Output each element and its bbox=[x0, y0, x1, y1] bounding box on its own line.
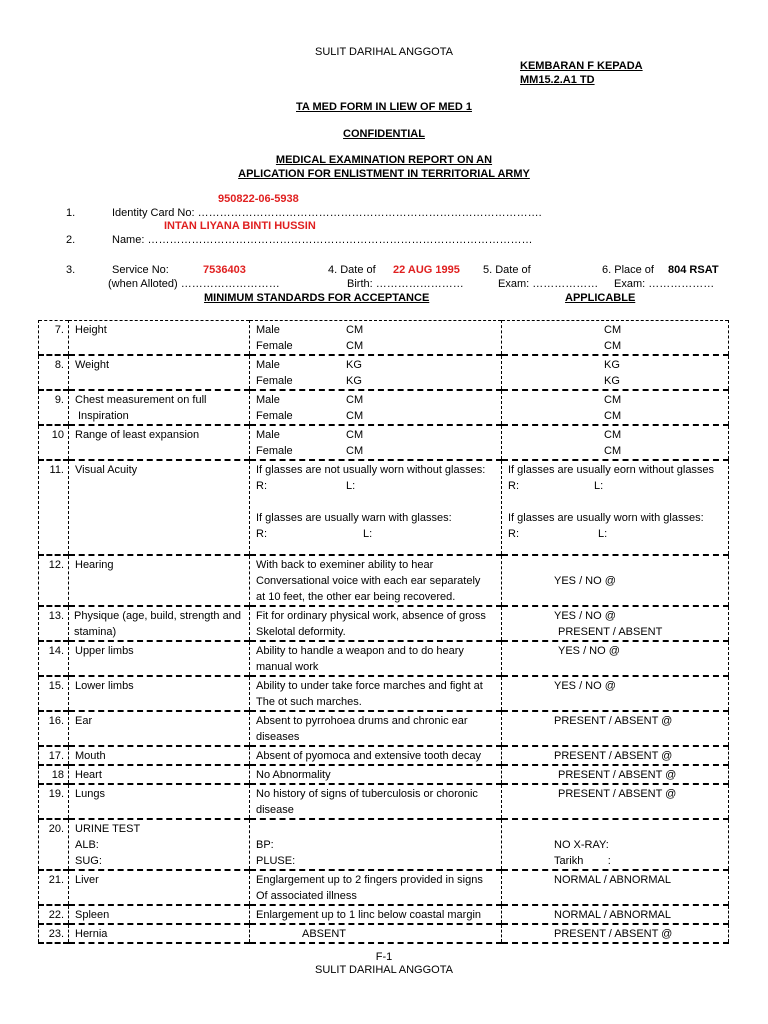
examination-table bbox=[38, 320, 729, 944]
applicable-cell[interactable] bbox=[502, 870, 729, 905]
applicable-value: NORMAL / ABNORMAL bbox=[554, 874, 671, 886]
place-label: 6. Place of bbox=[602, 264, 654, 276]
male-label: Male bbox=[256, 429, 280, 441]
applicable-value: PRESENT / ABSENT @ bbox=[554, 715, 673, 727]
unit-label: CM bbox=[346, 410, 364, 422]
item-label-line: stamina) bbox=[74, 626, 117, 638]
standard-cell bbox=[250, 606, 502, 641]
standard-text: If glasses are not usually worn without glasses: bbox=[256, 464, 486, 476]
applicable-cell[interactable] bbox=[502, 606, 729, 641]
copy-to-line-2: MM15.2.A1 TD bbox=[520, 74, 595, 86]
standard-cell: Absent of pyomoca and extensive tooth decay bbox=[250, 746, 502, 765]
row-number: 13. bbox=[39, 606, 69, 641]
applicable-cell[interactable] bbox=[502, 355, 729, 390]
dob-sub: Birth: …………………… bbox=[347, 278, 464, 290]
right-eye-label: R: bbox=[256, 480, 267, 492]
item-label-line: SUG: bbox=[75, 855, 102, 867]
table-row bbox=[39, 555, 729, 606]
item-label: Ear bbox=[69, 711, 250, 746]
row-number: 12. bbox=[39, 555, 69, 606]
row-number: 10 bbox=[39, 425, 69, 460]
unit-label: CM bbox=[346, 429, 364, 441]
standard-text: If glasses are usually warn with glasses: bbox=[256, 512, 452, 524]
standard-text: Englargement up to 2 fingers provided in signs bbox=[256, 874, 483, 886]
item-label: Hearing bbox=[69, 555, 250, 606]
item-label-line: Physique (age, build, strength and bbox=[74, 610, 241, 622]
standard-cell bbox=[250, 711, 502, 746]
dob-value[interactable]: 22 AUG 1995 bbox=[393, 264, 460, 276]
standard-text: Absent to pyrrohoea drums and chronic ear bbox=[256, 715, 468, 727]
standard-cell bbox=[250, 784, 502, 819]
standard-cell: No Abnormality bbox=[250, 765, 502, 784]
standard-cell bbox=[250, 870, 502, 905]
report-title-2: APLICATION FOR ENLISTMENT IN TERRITORIAL ARMY bbox=[238, 168, 530, 180]
standard-text: Ability to handle a weapon and to do heary bbox=[256, 645, 464, 657]
standard-text: Fit for ordinary physical work, absence of gross bbox=[256, 610, 486, 622]
item-label: Upper limbs bbox=[69, 641, 250, 676]
applicable-value: CM bbox=[604, 394, 622, 406]
left-eye-label: L: bbox=[594, 480, 604, 492]
table-row bbox=[39, 355, 729, 390]
standard-text: Of associated illness bbox=[256, 890, 357, 902]
table-row bbox=[39, 784, 729, 819]
name-label: Name: …………………………………………………………………………………………… bbox=[112, 234, 533, 246]
applicable-value: CM bbox=[604, 340, 622, 352]
standard-cell bbox=[250, 676, 502, 711]
confidential-label: CONFIDENTIAL bbox=[343, 128, 425, 140]
page-number: F-1 bbox=[375, 951, 393, 963]
applicable-cell[interactable] bbox=[502, 711, 729, 746]
item-label: Height bbox=[69, 321, 250, 356]
applicable-value: YES / NO @ bbox=[554, 610, 616, 622]
classification-top: SULIT DARIHAL ANGGOTA bbox=[315, 46, 453, 58]
applicable-text: If glasses are usually worn with glasses: bbox=[508, 512, 704, 524]
male-label: Male bbox=[256, 359, 280, 371]
classification-bottom: SULIT DARIHAL ANGGOTA bbox=[315, 964, 453, 976]
row-number: 7. bbox=[39, 321, 69, 356]
service-num: 3. bbox=[66, 264, 76, 276]
applicable-value: PRESENT / ABSENT @ bbox=[558, 788, 677, 800]
table-row bbox=[39, 924, 729, 943]
row-number: 21. bbox=[39, 870, 69, 905]
exam-date-sub: Exam: ……………… bbox=[498, 278, 599, 290]
xray-label: NO X-RAY: bbox=[554, 839, 609, 851]
item-label: Range of least expansion bbox=[69, 425, 250, 460]
item-label: Visual Acuity bbox=[69, 460, 250, 555]
female-label: Female bbox=[256, 340, 293, 352]
table-row bbox=[39, 390, 729, 425]
service-label: Service No: bbox=[112, 264, 169, 276]
left-eye-label: L: bbox=[346, 480, 356, 492]
male-label: Male bbox=[256, 324, 280, 336]
applicable-cell[interactable] bbox=[502, 321, 729, 356]
standard-text: diseases bbox=[256, 731, 300, 743]
table-row bbox=[39, 425, 729, 460]
standard-cell bbox=[250, 425, 502, 460]
copy-to-line-1: KEMBARAN F KEPADA bbox=[520, 60, 643, 72]
pulse-label: PLUSE: bbox=[256, 855, 296, 867]
applicable-value: PRESENT / ABSENT @ bbox=[554, 750, 673, 762]
applicable-value: YES / NO @ bbox=[554, 680, 616, 692]
standard-text: No history of signs of tuberculosis or choronic bbox=[256, 788, 478, 800]
standard-text: disease bbox=[256, 804, 294, 816]
table-row bbox=[39, 819, 729, 870]
form-title: TA MED FORM IN LIEW OF MED 1 bbox=[296, 101, 472, 113]
row-number: 23. bbox=[39, 924, 69, 943]
left-eye-label: L: bbox=[363, 528, 373, 540]
place-value[interactable]: 804 RSAT bbox=[668, 264, 719, 276]
bp-label: BP: bbox=[256, 839, 274, 851]
applicable-value: CM bbox=[604, 324, 622, 336]
item-label bbox=[69, 390, 250, 425]
left-eye-label: L: bbox=[598, 528, 608, 540]
identity-card-value[interactable]: 950822-06-5938 bbox=[218, 193, 299, 205]
item-label-line: ALB: bbox=[75, 839, 99, 851]
unit-label: KG bbox=[346, 359, 362, 371]
standard-cell bbox=[250, 460, 502, 555]
table-row bbox=[39, 676, 729, 711]
applicable-cell[interactable] bbox=[502, 765, 729, 784]
standards-heading: MINIMUM STANDARDS FOR ACCEPTANCE bbox=[204, 292, 430, 304]
unit-label: KG bbox=[346, 375, 362, 387]
standard-text: manual work bbox=[256, 661, 319, 673]
row-number: 11. bbox=[39, 460, 69, 555]
right-eye-label: R: bbox=[256, 528, 267, 540]
row-number: 22. bbox=[39, 905, 69, 924]
applicable-cell[interactable] bbox=[502, 460, 729, 555]
exam-date-label: 5. Date of bbox=[483, 264, 531, 276]
service-sub: (when Alloted) ……………………… bbox=[108, 278, 280, 290]
standard-cell bbox=[250, 555, 502, 606]
applicable-value: CM bbox=[604, 445, 622, 457]
applicable-cell[interactable] bbox=[502, 746, 729, 765]
service-value[interactable]: 7536403 bbox=[203, 264, 246, 276]
table-row bbox=[39, 460, 729, 555]
standard-cell bbox=[250, 924, 502, 943]
place-sub: Exam: ……………… bbox=[614, 278, 715, 290]
applicable-value: PRESENT / ABSENT @ bbox=[554, 928, 673, 940]
dob-label: 4. Date of bbox=[328, 264, 376, 276]
row-number: 16. bbox=[39, 711, 69, 746]
applicable-value: PRESENT / ABSENT @ bbox=[558, 769, 677, 781]
applicable-text: If glasses are usually eorn without glasses bbox=[508, 464, 715, 476]
identity-card-label: Identity Card No: …………………………………………………………………………………. bbox=[112, 207, 542, 219]
standard-text: Ability to under take force marches and fight at bbox=[256, 680, 483, 692]
table-row bbox=[39, 870, 729, 905]
item-label: Lower limbs bbox=[69, 676, 250, 711]
male-label: Male bbox=[256, 394, 280, 406]
standard-cell: Enlargement up to 1 linc below coastal margin bbox=[250, 905, 502, 924]
standard-cell bbox=[250, 321, 502, 356]
applicable-cell[interactable] bbox=[502, 924, 729, 943]
applicable-value: CM bbox=[604, 429, 622, 441]
report-title-1: MEDICAL EXAMINATION REPORT ON AN bbox=[275, 154, 493, 166]
female-label: Female bbox=[256, 410, 293, 422]
applicable-value: KG bbox=[604, 359, 620, 371]
standard-text: With back to exeminer ability to hear bbox=[256, 559, 434, 571]
item-label-line: URINE TEST bbox=[75, 823, 141, 835]
applicable-value: PRESENT / ABSENT bbox=[558, 626, 663, 638]
applicable-heading: APPLICABLE bbox=[565, 292, 636, 304]
row-number: 17. bbox=[39, 746, 69, 765]
item-label: Mouth bbox=[69, 746, 250, 765]
unit-label: CM bbox=[346, 324, 364, 336]
row-number: 14. bbox=[39, 641, 69, 676]
applicable-cell[interactable] bbox=[502, 641, 729, 676]
standard-cell bbox=[250, 641, 502, 676]
unit-label: CM bbox=[346, 394, 364, 406]
female-label: Female bbox=[256, 375, 293, 387]
standard-text: at 10 feet, the other ear being recovered. bbox=[256, 591, 456, 603]
applicable-value: KG bbox=[604, 375, 620, 387]
standard-text: Skelotal deformity. bbox=[256, 626, 346, 638]
item-label: Spleen bbox=[69, 905, 250, 924]
table-row bbox=[39, 321, 729, 356]
item-label bbox=[69, 606, 250, 641]
row-number: 8. bbox=[39, 355, 69, 390]
applicable-cell[interactable] bbox=[502, 676, 729, 711]
row-number: 20. bbox=[39, 819, 69, 870]
right-eye-label: R: bbox=[508, 480, 519, 492]
table-row bbox=[39, 746, 729, 765]
standard-text: ABSENT bbox=[302, 928, 347, 940]
row-number: 15. bbox=[39, 676, 69, 711]
standard-cell bbox=[250, 355, 502, 390]
name-num: 2. bbox=[66, 234, 76, 246]
standard-text: Conversational voice with each ear separately bbox=[256, 575, 481, 587]
table-row bbox=[39, 641, 729, 676]
item-label-line: Inspiration bbox=[78, 410, 129, 422]
unit-label: CM bbox=[346, 340, 364, 352]
item-label: Liver bbox=[69, 870, 250, 905]
standard-cell bbox=[250, 819, 502, 870]
row-number: 9. bbox=[39, 390, 69, 425]
item-label: Hernia bbox=[69, 924, 250, 943]
applicable-cell[interactable] bbox=[502, 390, 729, 425]
standard-text: The ot such marches. bbox=[256, 696, 362, 708]
name-value[interactable]: INTAN LIYANA BINTI HUSSIN bbox=[164, 220, 316, 232]
applicable-cell[interactable] bbox=[502, 784, 729, 819]
applicable-cell[interactable] bbox=[502, 905, 729, 924]
standard-cell bbox=[250, 390, 502, 425]
table-row bbox=[39, 711, 729, 746]
applicable-value: YES / NO @ bbox=[554, 575, 616, 587]
item-label: Weight bbox=[69, 355, 250, 390]
right-eye-label: R: bbox=[508, 528, 519, 540]
table-row bbox=[39, 606, 729, 641]
item-label-line: Chest measurement on full bbox=[75, 394, 207, 406]
item-label: Lungs bbox=[69, 784, 250, 819]
date-label: Tarikh : bbox=[554, 855, 611, 867]
item-label: Heart bbox=[69, 765, 250, 784]
row-number: 19. bbox=[39, 784, 69, 819]
applicable-cell[interactable] bbox=[502, 555, 729, 606]
item-label bbox=[69, 819, 250, 870]
applicable-cell[interactable] bbox=[502, 819, 729, 870]
female-label: Female bbox=[256, 445, 293, 457]
applicable-cell[interactable] bbox=[502, 425, 729, 460]
applicable-value: NORMAL / ABNORMAL bbox=[554, 909, 671, 921]
identity-card-num: 1. bbox=[66, 207, 76, 219]
applicable-value: YES / NO @ bbox=[558, 645, 620, 657]
row-number: 18 bbox=[39, 765, 69, 784]
table-row bbox=[39, 765, 729, 784]
table-row bbox=[39, 905, 729, 924]
applicable-value: CM bbox=[604, 410, 622, 422]
unit-label: CM bbox=[346, 445, 364, 457]
